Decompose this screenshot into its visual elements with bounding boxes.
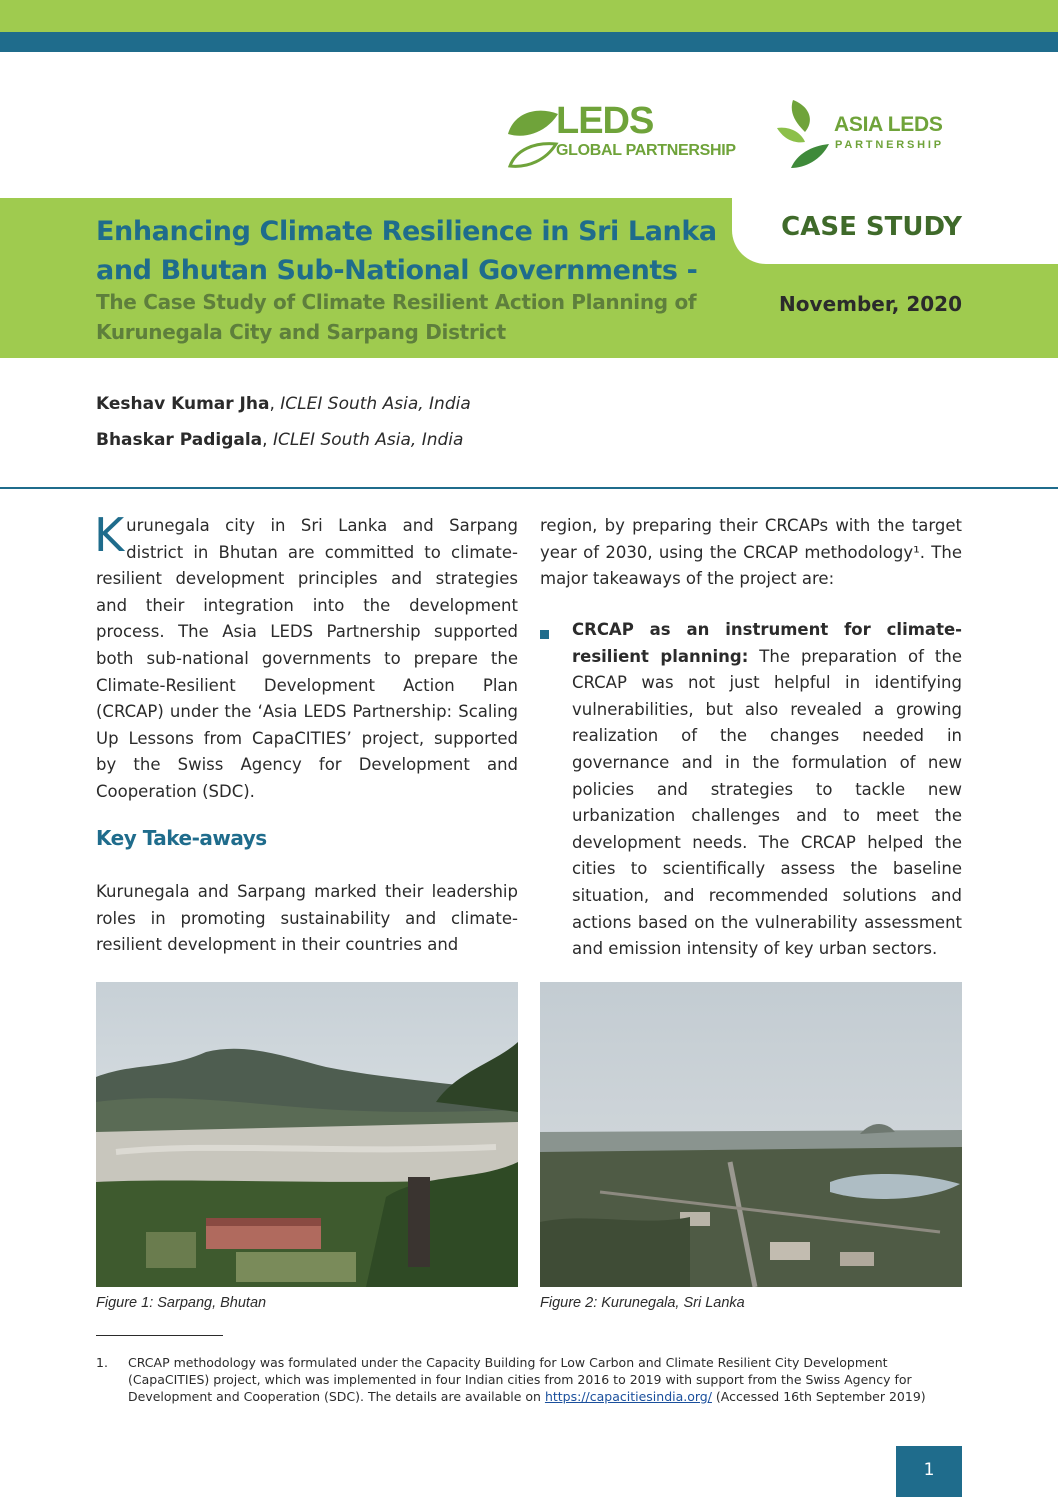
asia-leds-partnership-logo — [775, 98, 975, 173]
figure-sarpang-photo — [96, 982, 518, 1287]
key-takeaways-heading: Key Take-aways — [96, 826, 267, 850]
header-teal-bar — [0, 32, 1058, 52]
author-affiliation: ICLEI South Asia, India — [272, 430, 464, 450]
author-name: Bhaskar Padigala — [96, 430, 263, 450]
footnote-number: 1. — [96, 1355, 108, 1370]
drop-cap: K — [94, 508, 125, 562]
author-name: Keshav Kumar Jha — [96, 394, 270, 414]
intro-paragraph — [94, 508, 518, 806]
landscape-river-image — [96, 982, 518, 1287]
author-affiliation: ICLEI South Asia, India — [280, 394, 471, 414]
leds-logo-subtitle: GLOBAL PARTNERSHIP — [556, 142, 736, 159]
footnote-text — [128, 1354, 958, 1405]
author-line — [96, 394, 471, 414]
aerial-city-image — [540, 982, 962, 1287]
bullet-lead: CRCAP as an instrument for climate-resilient planning: — [572, 620, 962, 666]
bullet-item — [572, 617, 962, 963]
figure-caption: Figure 2: Kurunegala, Sri Lanka — [540, 1295, 745, 1311]
page-number: 1 — [923, 1460, 935, 1480]
continuation-paragraph: region, by preparing their CRCAPs with the target year of 2030, using the CRCAP methodology¹. The major takeaways of the project are: — [540, 516, 962, 589]
bullet-square-icon — [540, 630, 549, 639]
bullet-body: The preparation of the CRCAP was not just helpful in identifying vulnerabilities, but also revealed a growing realization of the changes needed in governance and in the formulation of new policies and strategies to tackle new urbanization challenges and to meet the development needs. The CRCAP helped the cities to scientifically assess the baseline situation, and recommended solutions and actions based on the vulnerability assessment and emission intensity of key urban sectors. — [572, 646, 963, 959]
footnote-body: CRCAP methodology was formulated under the Capacity Building for Low Carbon and Climate Resilient City Development (CapaCITIES) project, which was implemented in four Indian cities from 2016 to 2019 with support from the Swiss Agency for Development and Cooperation (SDC). The details are available on — [128, 1355, 912, 1404]
intro-text: urunegala city in Sri Lanka and Sarpang district in Bhutan are committed to climate-resilient development principles and strategies and their integration into the development process. The Asia LEDS Partnership supported both sub-national governments to prepare the Climate-Resilient Development Action Plan (CRCAP) under the ‘Asia LEDS Partnership: Scaling Up Lessons from CapaCITIES’ project, supported by the Swiss Agency for Development and Cooperation (SDC). — [96, 516, 518, 801]
header-green-bar — [0, 0, 1058, 32]
footnote-accessed: (Accessed 16th September 2019) — [711, 1389, 926, 1404]
asia-logo-subtitle: PARTNERSHIP — [835, 139, 944, 151]
figure-kurunegala-photo — [540, 982, 962, 1287]
author-line — [96, 430, 463, 450]
document-type-label: CASE STUDY — [781, 212, 962, 242]
document-title: Enhancing Climate Resilience in Sri Lanka and Bhutan Sub-National Governments - — [96, 216, 717, 286]
author-separator: , — [262, 430, 268, 450]
leaf-icon — [775, 98, 831, 170]
asia-logo-title: ASIA LEDS — [834, 113, 943, 136]
publication-date: November, 2020 — [779, 292, 962, 316]
section-divider — [0, 487, 1058, 489]
footnote-link[interactable]: https://capacitiesindia.org/ — [544, 1389, 712, 1404]
document-subtitle: The Case Study of Climate Resilient Action Planning of Kurunegala City and Sarpang District — [96, 290, 697, 344]
leaf-icon — [504, 104, 560, 170]
key-takeaways-paragraph: Kurunegala and Sarpang marked their leadership roles in promoting sustainability and climate-resilient development in their countries and — [96, 882, 518, 955]
leds-logo-title: LEDS — [556, 100, 654, 142]
figure-caption: Figure 1: Sarpang, Bhutan — [96, 1295, 267, 1311]
leds-global-partnership-logo — [500, 100, 762, 170]
footnote-divider — [96, 1335, 223, 1336]
author-separator: , — [269, 394, 275, 414]
